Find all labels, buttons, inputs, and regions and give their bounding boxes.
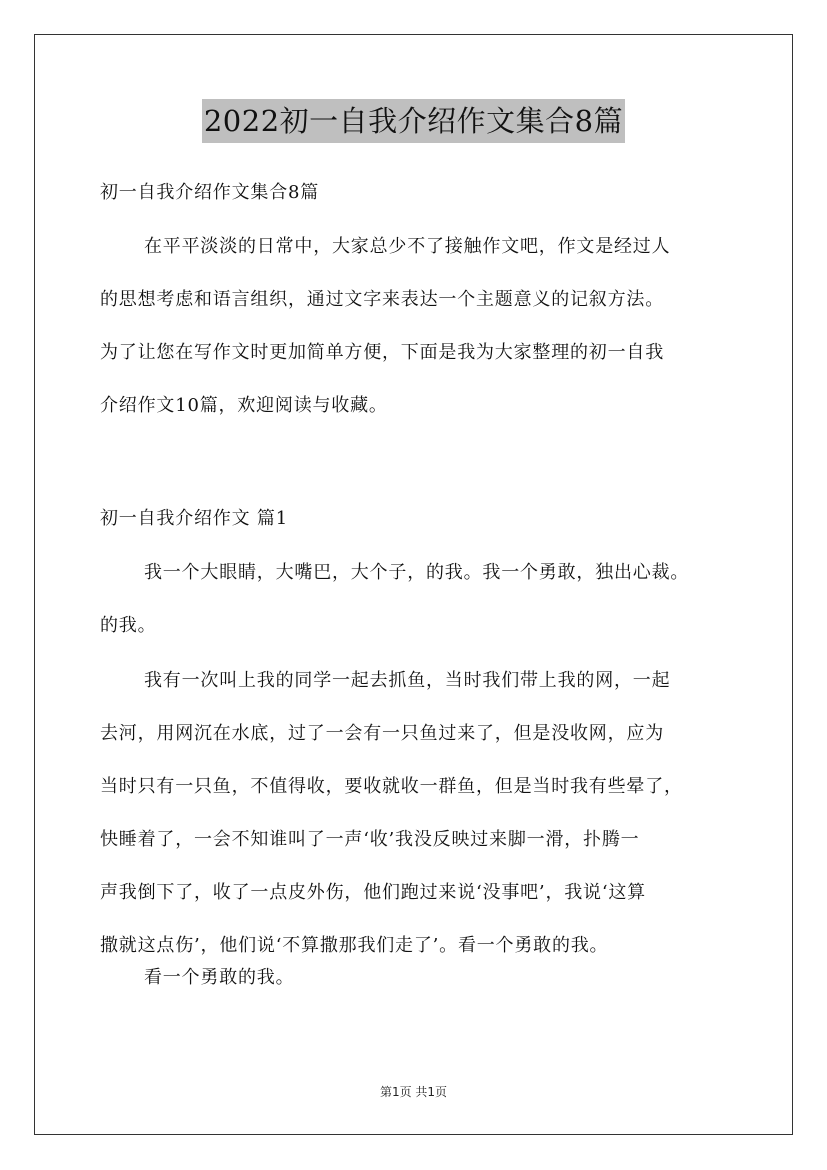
section-heading-text: 初一自我介绍作文 篇1 <box>100 508 288 529</box>
section-paragraph-3 <box>100 951 740 1004</box>
intro-line: 的思想考虑和语言组织，通过文字来表达一个主题意义的记叙方法。 <box>100 289 664 310</box>
paragraph-line: 快睡着了，一会不知谁叫了一声‘收’我没反映过来脚一滑，扑腾一 <box>100 829 640 850</box>
document-subtitle <box>100 166 740 219</box>
paragraph-line: 我一个大眼睛，大嘴巴，大个子，的我。我一个勇敢，独出心裁。 <box>144 562 690 583</box>
section-heading <box>100 492 740 545</box>
paragraph-line: 撒就这点伤’，他们说‘不算撒那我们走了’。看一个勇敢的我。 <box>100 935 609 956</box>
intro-line: 为了让您在写作文时更加简单方便，下面是我为大家整理的初一自我 <box>100 342 664 363</box>
paragraph-line: 去河，用网沉在水底，过了一会有一只鱼过来了，但是没收网，应为 <box>100 723 664 744</box>
intro-paragraph <box>100 220 740 432</box>
section-paragraph-1 <box>100 546 740 652</box>
document-title-text: 2022初一自我介绍作文集合8篇 <box>202 99 625 143</box>
paragraph-line: 看一个勇敢的我。 <box>144 967 295 988</box>
section-paragraph-2 <box>100 654 740 972</box>
page-number-footer: 第1页 共1页 <box>379 1085 448 1099</box>
document-title <box>0 99 827 143</box>
paragraph-line: 的我。 <box>100 615 157 636</box>
paragraph-line: 声我倒下了，收了一点皮外伤，他们跑过来说‘没事吧’，我说‘这算 <box>100 882 646 903</box>
paragraph-line: 当时只有一只鱼，不值得收，要收就收一群鱼，但是当时我有些晕了， <box>100 776 683 797</box>
intro-line: 在平平淡淡的日常中，大家总少不了接触作文吧，作文是经过人 <box>144 236 671 257</box>
intro-line: 介绍作文10篇，欢迎阅读与收藏。 <box>100 395 388 416</box>
subtitle-text: 初一自我介绍作文集合8篇 <box>100 182 320 203</box>
paragraph-line: 我有一次叫上我的同学一起去抓鱼，当时我们带上我的网，一起 <box>144 670 671 691</box>
